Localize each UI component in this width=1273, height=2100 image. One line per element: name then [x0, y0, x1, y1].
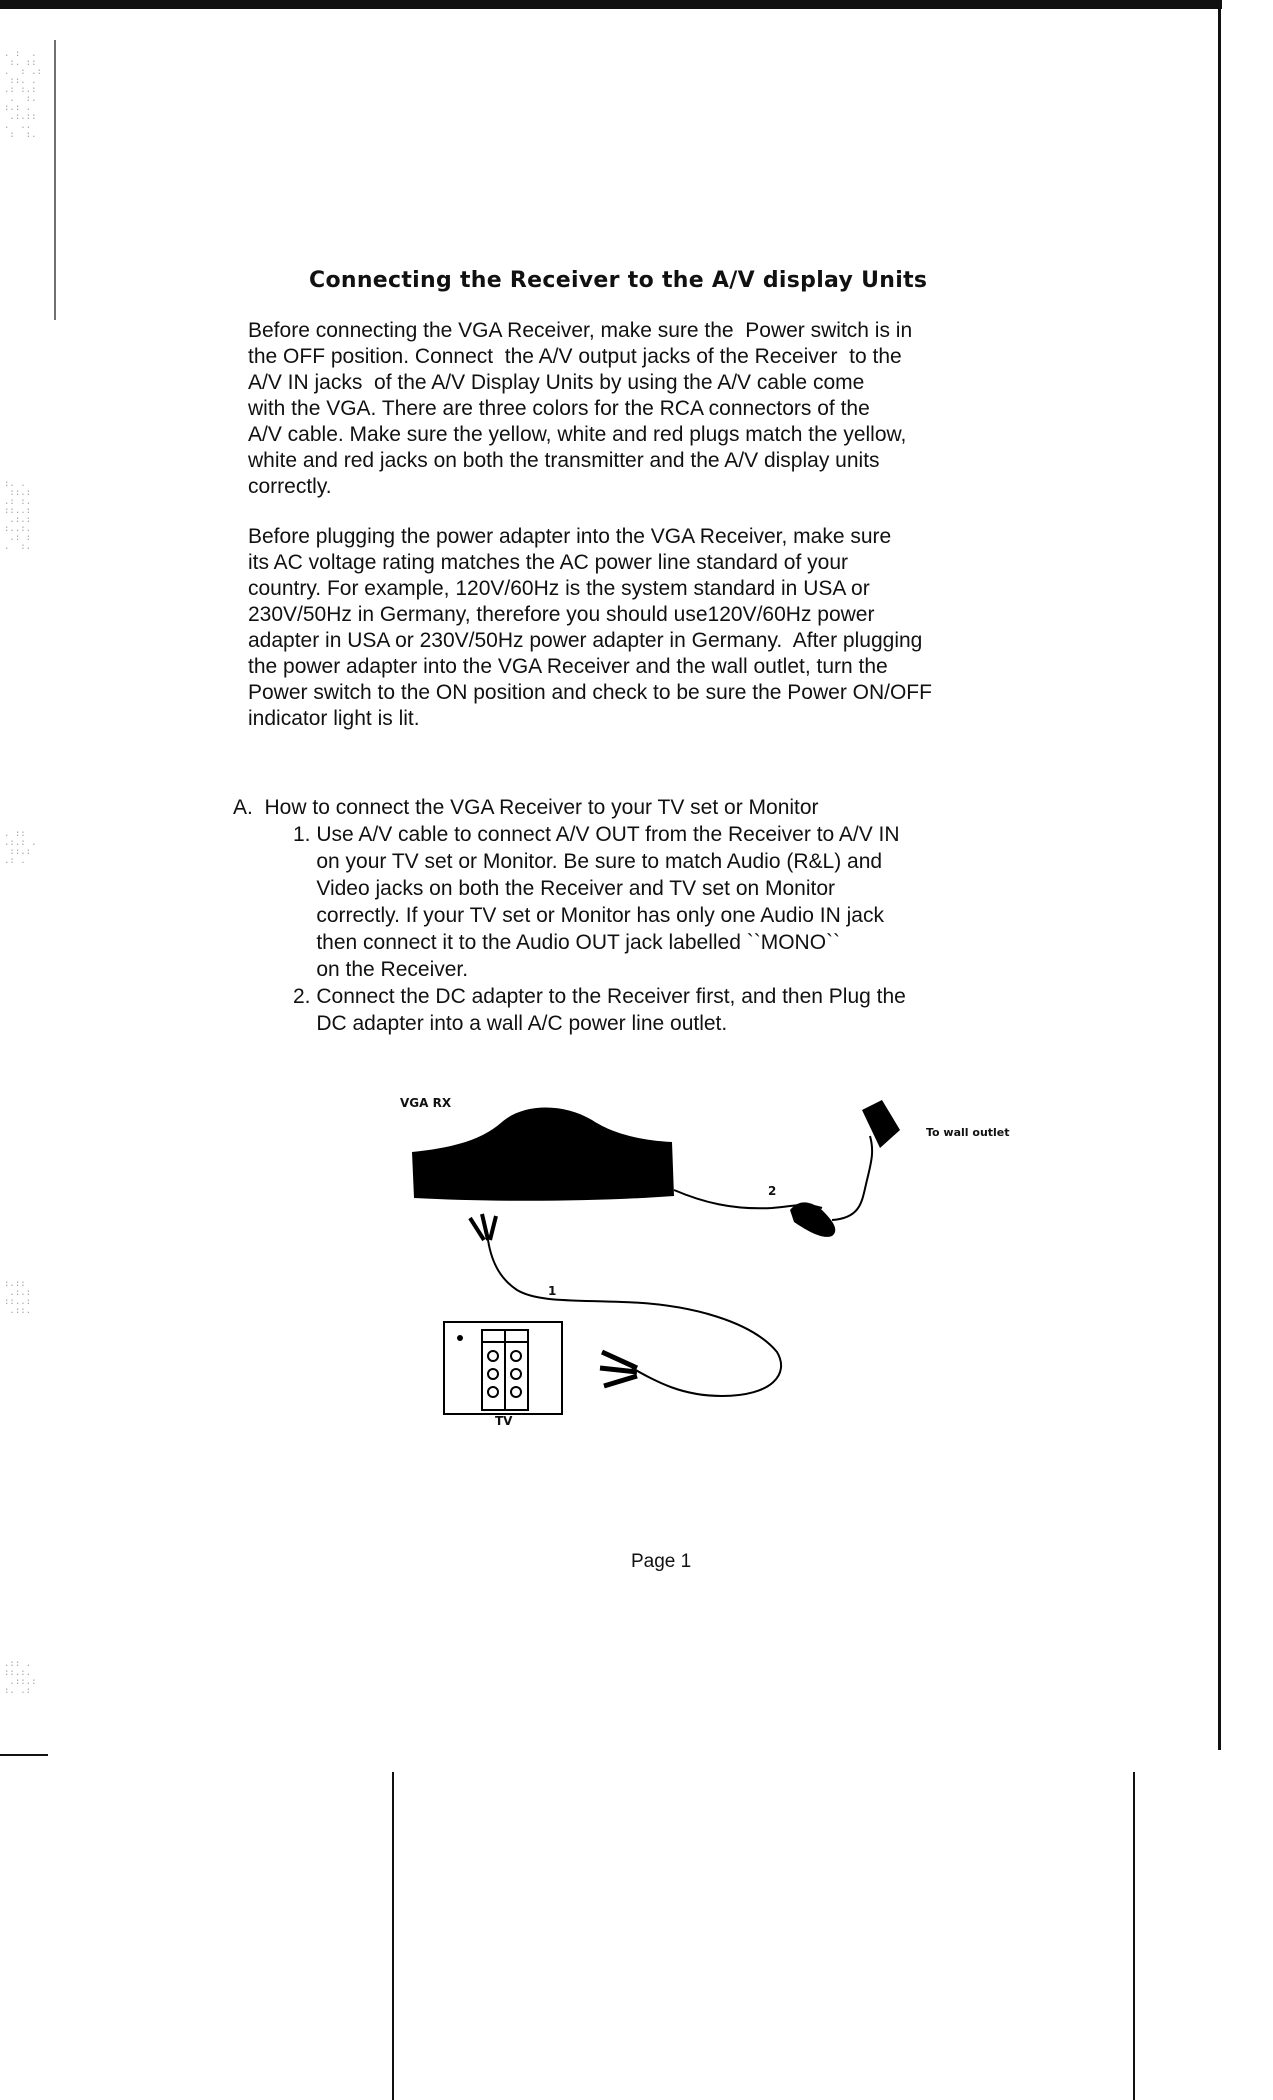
paragraph-line: with the VGA. There are three colors for the RCA connectors of the [248, 397, 870, 420]
step-2 [233, 983, 1053, 1037]
top-border-line [0, 0, 1222, 9]
step-line: on your TV set or Monitor. Be sure to match Audio (R&L) and [293, 850, 883, 873]
receiver-unit [412, 1107, 674, 1200]
paragraph-power [248, 524, 1048, 732]
tv-indicator [457, 1335, 463, 1341]
paragraph-line: A/V IN jacks of the A/V Display Units by using the A/V cable come [248, 371, 865, 394]
step-line: 2. Connect the DC adapter to the Receiver first, and then Plug the [293, 985, 906, 1008]
cable-1-label: 1 [548, 1284, 557, 1298]
paragraph-line: indicator light is lit. [248, 707, 420, 730]
connection-diagram [392, 1090, 1032, 1430]
rca-plugs-receiver [470, 1214, 496, 1240]
scan-noise-lower: . :: .:.: . ::.: .: . [4, 829, 37, 866]
left-margin-line [54, 40, 56, 320]
step-line: on the Receiver. [293, 958, 469, 981]
page-title-text: Connecting the Receiver to the A/V display Units [309, 268, 928, 293]
scan-noise-top: . : . :. :: . : .: ::. . .: :.: . :. :.: . .:.:: . .. : :. [4, 49, 42, 140]
page-title [250, 268, 1030, 293]
tv-label: TV [495, 1414, 513, 1428]
section-a-heading: A. How to connect the VGA Receiver to your TV set or Monitor [233, 796, 819, 819]
paragraph-connection [248, 318, 1048, 500]
paragraph-line: correctly. [248, 475, 332, 498]
paragraph-line: the power adapter into the VGA Receiver and the wall outlet, turn the [248, 655, 888, 678]
rca-plugs-tv [600, 1352, 637, 1386]
step-line: 1. Use A/V cable to connect A/V OUT from the Receiver to A/V IN [293, 823, 900, 846]
scan-noise-bottom: :.:: .:.: ::..: .::. [4, 1279, 32, 1316]
page-number: Page 1 [631, 1551, 692, 1572]
step-1 [233, 821, 1053, 983]
bottom-left-line [0, 1754, 48, 1756]
adapter-cable [832, 1136, 872, 1220]
lower-left-divider [392, 1772, 394, 2100]
scan-noise-foot: .:: . ::.:. .::.: :. .: [4, 1659, 37, 1696]
paragraph-line: adapter in USA or 230V/50Hz power adapter in Germany. After plugging [248, 629, 923, 652]
receiver-label: VGA RX [400, 1096, 452, 1110]
paragraph-line: 230V/50Hz in Germany, therefore you should use120V/60Hz power [248, 603, 875, 626]
paragraph-line: Power switch to the ON position and check to be sure the Power ON/OFF [248, 681, 932, 704]
outlet-label: To wall outlet [926, 1126, 1010, 1139]
step-line: Video jacks on both the Receiver and TV set on Monitor [293, 877, 836, 900]
section-a [233, 794, 1053, 1037]
connection-diagram-drawing [392, 1090, 1032, 1430]
paragraph-line: country. For example, 120V/60Hz is the system standard in USA or [248, 577, 870, 600]
dc-plug [790, 1202, 835, 1236]
cable-2-label: 2 [768, 1184, 777, 1198]
wall-adapter [862, 1100, 900, 1148]
paragraph-line: Before plugging the power adapter into the VGA Receiver, make sure [248, 525, 892, 548]
step-line: then connect it to the Audio OUT jack labelled ``MONO`` [293, 931, 841, 954]
lower-right-divider [1133, 1772, 1135, 2100]
paragraph-line: A/V cable. Make sure the yellow, white and red plugs match the yellow, [248, 423, 907, 446]
step-line: DC adapter into a wall A/C power line outlet. [293, 1012, 728, 1035]
paragraph-line: Before connecting the VGA Receiver, make sure the Power switch is in [248, 319, 913, 342]
right-border-line [1218, 0, 1221, 1750]
paragraph-line: white and red jacks on both the transmitter and the A/V display units [248, 449, 880, 472]
paragraph-line: its AC voltage rating matches the AC power line standard of your [248, 551, 848, 574]
step-line: correctly. If your TV set or Monitor has only one Audio IN jack [293, 904, 884, 927]
paragraph-line: the OFF position. Connect the A/V output jacks of the Receiver to the [248, 345, 902, 368]
scan-noise-mid: :. . ::.: .: :. ::..: .:.: :..:. .: : . :. [4, 479, 32, 552]
